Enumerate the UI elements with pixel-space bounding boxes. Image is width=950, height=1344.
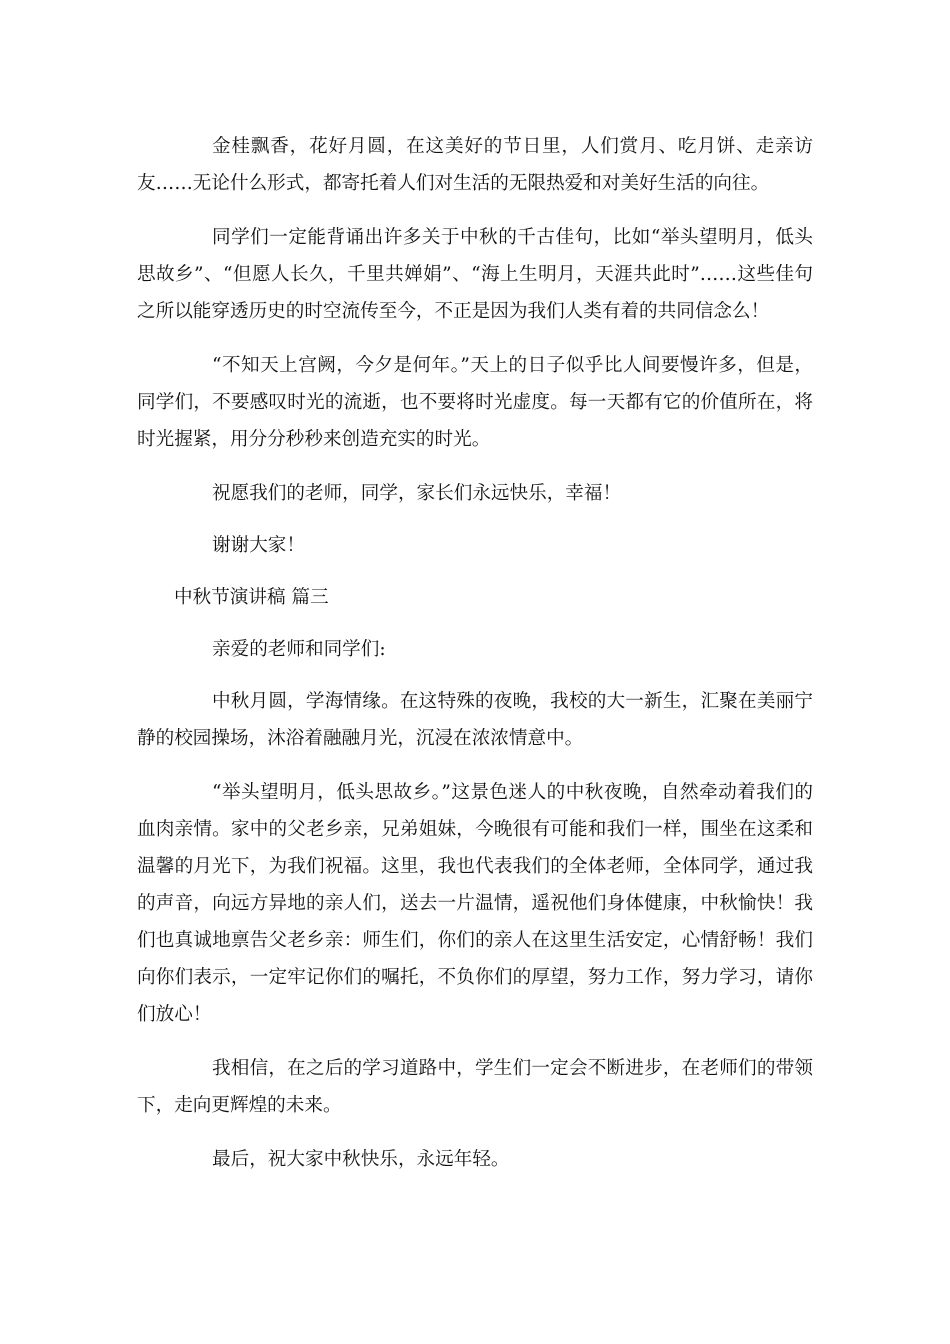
salutation: 亲爱的老师和同学们: (212, 639, 386, 660)
document-body (137, 128, 813, 1195)
paragraph-5: 谢谢大家！ (212, 535, 305, 556)
section-paragraph-2: “举头望明月，低头思故乡。”这景色迷人的中秋夜晚，自然牵动着我们的血肉亲情。家中的父老乡亲，兄弟姐妹，今晚很有可能和我们一样，围坐在这柔和温馨的月光下，为我们祝福。这里，我也代表我们的全体老师，全体同学，通过我的声音，向远方异地的亲人们，送去一片温情，遥祝他们身体健康，中秋愉快！我们也真诚地禀告父老乡亲：师生们，你们的亲人在这里生活安定，心情舒畅！我们向你们表示，一定牢记你们的嘱托，不负你们的厚望，努力工作，努力学习，请你们放心！ (137, 782, 813, 1025)
paragraph-4: 祝愿我们的老师，同学，家长们永远快乐，幸福！ (212, 483, 622, 504)
section-heading: 中秋节演讲稿 篇三 (174, 587, 329, 608)
paragraph-1: 金桂飘香，花好月圆，在这美好的节日里，人们赏月、吃月饼、走亲访友……无论什么形式，都寄托着人们对生活的无限热爱和对美好生活的向往。 (137, 136, 813, 194)
section-paragraph-3: 我相信，在之后的学习道路中，学生们一定会不断进步，在老师们的带领下，走向更辉煌的未来。 (137, 1058, 813, 1116)
paragraph-2: 同学们一定能背诵出许多关于中秋的千古佳句，比如“举头望明月，低头思故乡”、“但愿人长久，千里共婵娟”、“海上生明月，天涯共此时”……这些佳句之所以能穿透历史的时空流传至今，不正是因为我们人类有着的共同信念么！ (137, 227, 813, 322)
section-paragraph-1: 中秋月圆，学海情缘。在这特殊的夜晚，我校的大一新生，汇聚在美丽宁静的校园操场，沐浴着融融月光，沉浸在浓浓情意中。 (137, 691, 813, 749)
paragraph-3: “不知天上宫阙，今夕是何年。”天上的日子似乎比人间要慢许多，但是，同学们，不要感叹时光的流逝，也不要将时光虚度。每一天都有它的价值所在，将时光握紧，用分分秒秒来创造充实的时光。 (137, 355, 813, 450)
section-paragraph-4: 最后，祝大家中秋快乐，永远年轻。 (212, 1149, 510, 1170)
